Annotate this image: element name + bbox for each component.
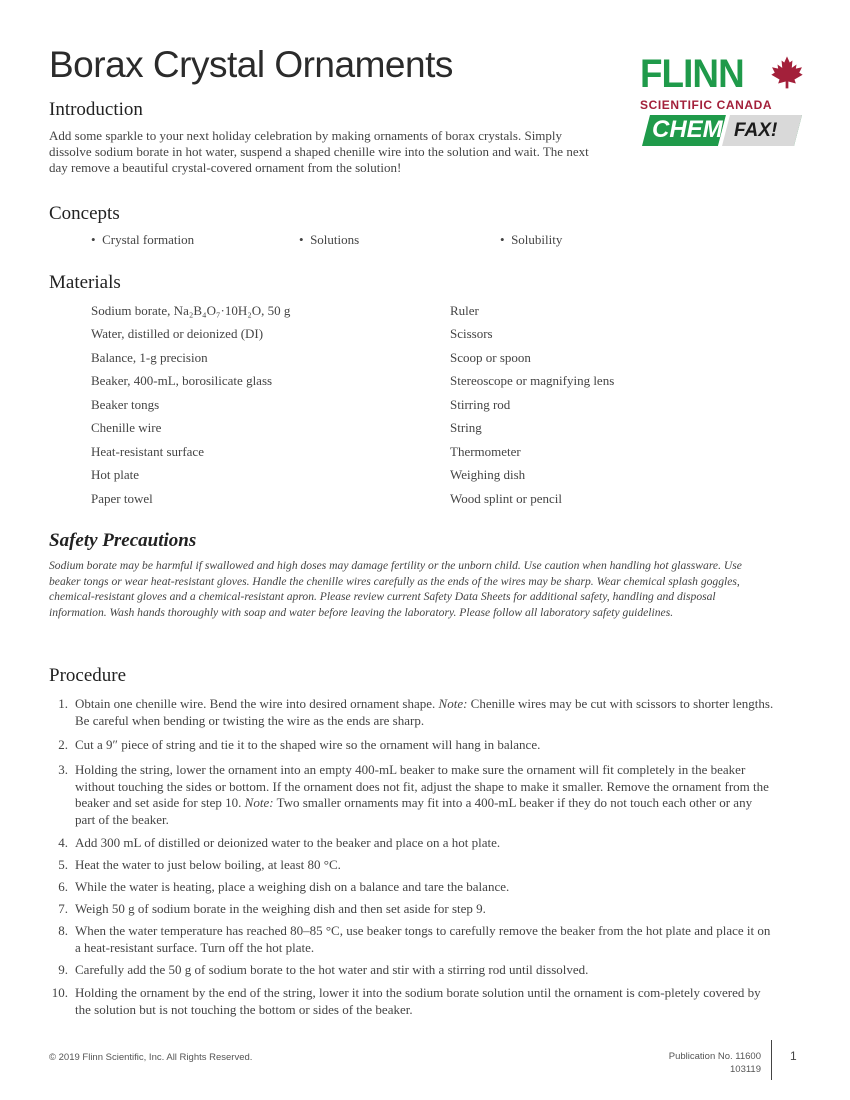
step-text: Cut a 9″ piece of string and tie it to the shaped wire so the ornament will hang in balance. <box>75 737 541 752</box>
step-text: Carefully add the 50 g of sodium borate to the hot water and stir with a stirring rod until dissolved. <box>75 962 589 977</box>
step-number: 7. <box>58 901 68 916</box>
step-text: Holding the ornament by the end of the string, lower it into the sodium borate solution until the ornament is com-pletely covered by the solution but is not touching the bottom or sides of the beaker. <box>75 985 761 1017</box>
maple-leaf-icon <box>770 55 804 89</box>
step-number: 9. <box>58 962 68 977</box>
step-text: Obtain one chenille wire. Bend the wire into desired ornament shape. Note: Chenille wires may be cut with scissors to shorter lengths. Be careful when bending or twisting the wire as the ends are sharp. <box>75 696 774 728</box>
material-item: Stirring rod <box>450 397 511 412</box>
concept-label: Crystal formation <box>102 232 195 247</box>
safety-text: Sodium borate may be harmful if swallowed and high doses may damage fertility or the unborn child. Use caution when handling hot glassware. Use beaker tongs or wear heat-resistant gloves. Handle the chenille wires carefully as the ends of the wires may be sharp. Wear chemical splash goggles, chemical-resistant gloves and a chemical-resistant apron. Please review current Safety Data Sheets for additional safety, handling and disposal information. Wash hands thoroughly with soap and water before leaving the laboratory. Please follow all laboratory safety guidelines. <box>49 559 742 620</box>
flinn-logo <box>634 52 810 152</box>
publication-code: 103119 <box>730 1064 761 1075</box>
material-item: Scissors <box>450 326 493 341</box>
concept-label: Solubility <box>511 232 563 247</box>
material-item: Beaker, 400-mL, borosilicate glass <box>91 373 273 388</box>
step-number: 6. <box>58 879 68 894</box>
footer-divider <box>771 1040 772 1080</box>
material-item: Sodium borate, Na₂B₄O₇·10H₂O, 50 g <box>91 303 291 318</box>
concept-item: • Solubility <box>500 232 563 247</box>
material-item: Chenille wire <box>91 420 162 435</box>
publication-number: Publication No. 11600 <box>668 1051 761 1062</box>
materials-heading: Materials <box>49 272 121 293</box>
material-item: Ruler <box>450 303 479 318</box>
logo-fax-text: FAX! <box>734 120 778 141</box>
material-item: Beaker tongs <box>91 397 160 412</box>
step-text: While the water is heating, place a weighing dish on a balance and tare the balance. <box>75 879 510 894</box>
logo-wordmark: FLINN <box>640 52 744 96</box>
step-number: 10. <box>51 985 68 1000</box>
material-item: String <box>450 420 482 435</box>
step-number: 4. <box>58 835 68 850</box>
page-title: Borax Crystal Ornaments <box>49 44 453 85</box>
step-text: Add 300 mL of distilled or deionized water to the beaker and place on a hot plate. <box>75 835 501 850</box>
step-number: 3. <box>58 762 68 777</box>
logo-subtitle: SCIENTIFIC CANADA <box>640 98 773 112</box>
step-text: Heat the water to just below boiling, at least 80 °C. <box>75 857 341 872</box>
step-text: Holding the string, lower the ornament into an empty 400-mL beaker to make sure the ornament will fit completely in the beaker without touching the sides or bottom. If the ornament does not fit, adjust the shape to make it smaller. Remove the ornament from the beaker and set aside for step 10. Note: Two smaller ornaments may fit into a 400-mL beaker if they do not touch each other or any part of the beaker. <box>75 762 769 827</box>
procedure-heading: Procedure <box>49 665 127 686</box>
logo-chem-text: CHEM <box>652 116 723 143</box>
material-item: Paper towel <box>91 491 153 506</box>
step-text: When the water temperature has reached 80–85 °C, use beaker tongs to carefully remove the beaker from the hot plate and place it on a heat-resistant surface. Turn off the hot plate. <box>75 923 771 955</box>
material-item: Thermometer <box>450 444 521 459</box>
material-item: Weighing dish <box>450 467 526 482</box>
footer-publication <box>669 1050 761 1076</box>
concepts-heading: Concepts <box>49 203 120 224</box>
footer-copyright: © 2019 Flinn Scientific, Inc. All Rights Reserved. <box>49 1052 253 1063</box>
material-item: Water, distilled or deionized (DI) <box>91 326 264 341</box>
material-item: Wood splint or pencil <box>450 491 562 506</box>
step-number: 5. <box>58 857 68 872</box>
material-item: Stereoscope or magnifying lens <box>450 373 615 388</box>
introduction-text: Add some sparkle to your next holiday celebration by making ornaments of borax crystals. Simply dissolve sodium borate in hot water, suspend a shaped chenille wire into the solution and wait. The next day remove a beautiful crystal-covered ornament from the solution! <box>49 128 589 175</box>
concept-label: Solutions <box>310 232 360 247</box>
step-number: 8. <box>58 923 68 938</box>
material-item: Heat-resistant surface <box>91 444 204 459</box>
safety-heading: Safety Precautions <box>49 530 197 551</box>
material-item: Balance, 1-g precision <box>91 350 208 365</box>
introduction-heading: Introduction <box>49 99 143 120</box>
page-number: 1 <box>790 1049 797 1063</box>
note-label: Note: <box>244 795 274 810</box>
step-text: Weigh 50 g of sodium borate in the weighing dish and then set aside for step 9. <box>75 901 486 916</box>
material-item: Scoop or spoon <box>450 350 531 365</box>
step-number: 1. <box>58 696 68 711</box>
concept-item: • Crystal formation <box>91 232 195 247</box>
concept-item: • Solutions <box>299 232 360 247</box>
step-number: 2. <box>58 737 68 752</box>
material-item: Hot plate <box>91 467 140 482</box>
note-label: Note: <box>438 696 468 711</box>
